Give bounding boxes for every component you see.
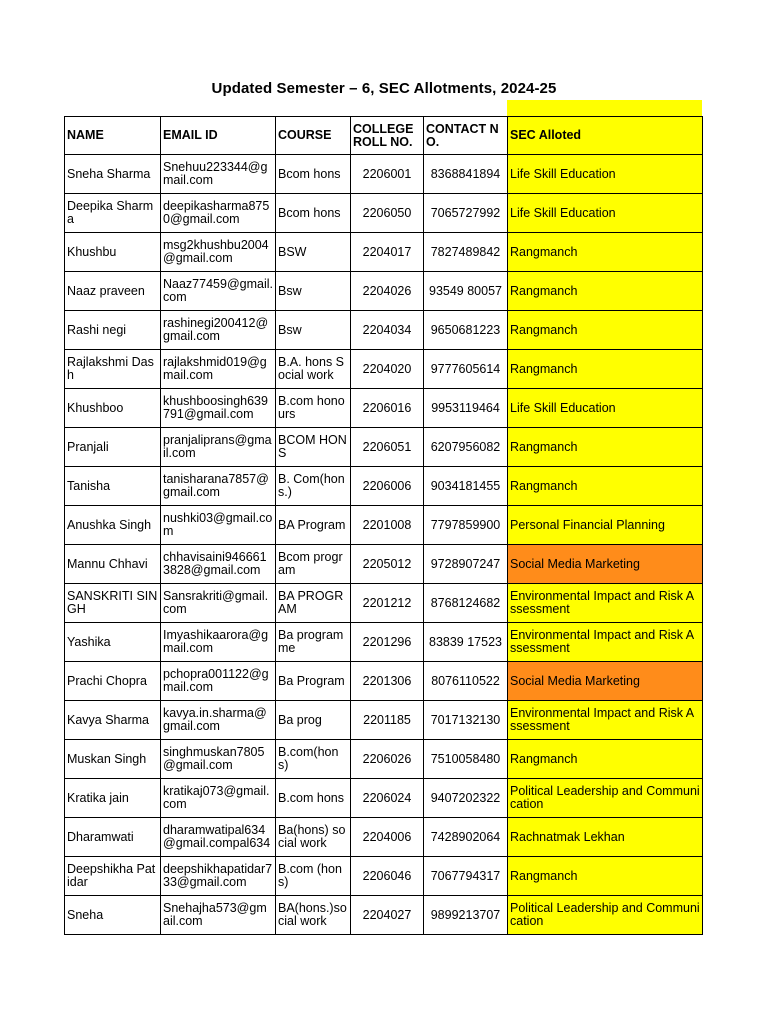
cell-course: Bcom hons bbox=[276, 155, 351, 194]
cell-sec-alloted: Rangmanch bbox=[508, 740, 703, 779]
cell-contact: 9899213707 bbox=[424, 896, 508, 935]
cell-sec-alloted: Life Skill Education bbox=[508, 194, 703, 233]
cell-contact: 8076110522 bbox=[424, 662, 508, 701]
cell-roll-no: 2206050 bbox=[351, 194, 424, 233]
cell-email: Sansrakriti@gmail.com bbox=[161, 584, 276, 623]
table-row bbox=[65, 272, 703, 311]
cell-roll-no: 2204027 bbox=[351, 896, 424, 935]
cell-email: deepikasharma8750@gmail.com bbox=[161, 194, 276, 233]
cell-sec-alloted: Political Leadership and Communication bbox=[508, 779, 703, 818]
cell-roll-no: 2206024 bbox=[351, 779, 424, 818]
allotment-table bbox=[64, 116, 703, 935]
cell-email: msg2khushbu2004@gmail.com bbox=[161, 233, 276, 272]
cell-contact: 9777605614 bbox=[424, 350, 508, 389]
cell-sec-alloted: Environmental Impact and Risk Assessment bbox=[508, 623, 703, 662]
cell-course: BA Program bbox=[276, 506, 351, 545]
cell-roll-no: 2201306 bbox=[351, 662, 424, 701]
cell-name: Tanisha bbox=[65, 467, 161, 506]
cell-name: SANSKRITI SINGH bbox=[65, 584, 161, 623]
header-name: NAME bbox=[65, 117, 161, 155]
table-row bbox=[65, 506, 703, 545]
cell-email: Snehuu223344@gmail.com bbox=[161, 155, 276, 194]
table-row bbox=[65, 623, 703, 662]
cell-contact: 7827489842 bbox=[424, 233, 508, 272]
cell-course: BA(hons.)social work bbox=[276, 896, 351, 935]
cell-name: Kratika jain bbox=[65, 779, 161, 818]
cell-email: nushki03@gmail.com bbox=[161, 506, 276, 545]
cell-course: Bsw bbox=[276, 272, 351, 311]
cell-email: Snehajha573@gmail.com bbox=[161, 896, 276, 935]
cell-course: B. Com(hons.) bbox=[276, 467, 351, 506]
cell-email: kavya.in.sharma@gmail.com bbox=[161, 701, 276, 740]
cell-course: Ba Program bbox=[276, 662, 351, 701]
cell-course: Bcom hons bbox=[276, 194, 351, 233]
cell-roll-no: 2201296 bbox=[351, 623, 424, 662]
table-row bbox=[65, 701, 703, 740]
cell-sec-alloted: Environmental Impact and Risk Assessment bbox=[508, 584, 703, 623]
cell-name: Sneha bbox=[65, 896, 161, 935]
cell-email: pranjaliprans@gmail.com bbox=[161, 428, 276, 467]
cell-course: BCOM HONS bbox=[276, 428, 351, 467]
cell-sec-alloted: Rangmanch bbox=[508, 467, 703, 506]
cell-name: Rajlakshmi Dash bbox=[65, 350, 161, 389]
cell-name: Khushbu bbox=[65, 233, 161, 272]
table-row bbox=[65, 779, 703, 818]
cell-name: Rashi negi bbox=[65, 311, 161, 350]
table-row bbox=[65, 740, 703, 779]
header-email: EMAIL ID bbox=[161, 117, 276, 155]
cell-sec-alloted: Rangmanch bbox=[508, 857, 703, 896]
table-row bbox=[65, 467, 703, 506]
header-row bbox=[65, 117, 703, 155]
cell-name: Sneha Sharma bbox=[65, 155, 161, 194]
cell-name: Deepika Sharma bbox=[65, 194, 161, 233]
cell-contact: 83839 17523 bbox=[424, 623, 508, 662]
table-row bbox=[65, 896, 703, 935]
sec-column-highlight-strip bbox=[507, 100, 702, 117]
cell-sec-alloted: Rangmanch bbox=[508, 428, 703, 467]
cell-contact: 9407202322 bbox=[424, 779, 508, 818]
cell-contact: 8368841894 bbox=[424, 155, 508, 194]
table-row bbox=[65, 350, 703, 389]
cell-course: B.com honours bbox=[276, 389, 351, 428]
cell-sec-alloted: Rangmanch bbox=[508, 233, 703, 272]
cell-email: khushboosingh639791@gmail.com bbox=[161, 389, 276, 428]
cell-sec-alloted: Political Leadership and Communication bbox=[508, 896, 703, 935]
cell-contact: 9650681223 bbox=[424, 311, 508, 350]
cell-roll-no: 2204034 bbox=[351, 311, 424, 350]
header-roll: COLLEGE ROLL NO. bbox=[351, 117, 424, 155]
cell-sec-alloted: Life Skill Education bbox=[508, 155, 703, 194]
cell-sec-alloted: Rangmanch bbox=[508, 311, 703, 350]
cell-email: kratikaj073@gmail.com bbox=[161, 779, 276, 818]
cell-name: Khushboo bbox=[65, 389, 161, 428]
table-row bbox=[65, 857, 703, 896]
cell-roll-no: 2206026 bbox=[351, 740, 424, 779]
cell-name: Naaz praveen bbox=[65, 272, 161, 311]
cell-contact: 7017132130 bbox=[424, 701, 508, 740]
cell-contact: 9034181455 bbox=[424, 467, 508, 506]
cell-course: B.com (hons) bbox=[276, 857, 351, 896]
table-row bbox=[65, 233, 703, 272]
table-body bbox=[65, 155, 703, 935]
cell-name: Anushka Singh bbox=[65, 506, 161, 545]
header-course: COURSE bbox=[276, 117, 351, 155]
cell-roll-no: 2201212 bbox=[351, 584, 424, 623]
cell-course: B.A. hons Social work bbox=[276, 350, 351, 389]
cell-name: Pranjali bbox=[65, 428, 161, 467]
cell-email: Naaz77459@gmail.com bbox=[161, 272, 276, 311]
cell-roll-no: 2201008 bbox=[351, 506, 424, 545]
cell-sec-alloted: Environmental Impact and Risk Assessment bbox=[508, 701, 703, 740]
table-row bbox=[65, 662, 703, 701]
cell-course: Ba programme bbox=[276, 623, 351, 662]
cell-roll-no: 2206016 bbox=[351, 389, 424, 428]
table-row bbox=[65, 584, 703, 623]
cell-email: singhmuskan7805@gmail.com bbox=[161, 740, 276, 779]
cell-course: BSW bbox=[276, 233, 351, 272]
cell-roll-no: 2204006 bbox=[351, 818, 424, 857]
cell-contact: 7067794317 bbox=[424, 857, 508, 896]
cell-course: BA PROGRAM bbox=[276, 584, 351, 623]
cell-sec-alloted: Life Skill Education bbox=[508, 389, 703, 428]
cell-name: Prachi Chopra bbox=[65, 662, 161, 701]
cell-contact: 9953119464 bbox=[424, 389, 508, 428]
cell-course: Bcom program bbox=[276, 545, 351, 584]
cell-name: Yashika bbox=[65, 623, 161, 662]
table-row bbox=[65, 311, 703, 350]
table-row bbox=[65, 389, 703, 428]
cell-email: deepshikhapatidar733@gmail.com bbox=[161, 857, 276, 896]
cell-sec-alloted: Social Media Marketing bbox=[508, 662, 703, 701]
cell-sec-alloted: Personal Financial Planning bbox=[508, 506, 703, 545]
cell-roll-no: 2206046 bbox=[351, 857, 424, 896]
cell-contact: 7428902064 bbox=[424, 818, 508, 857]
cell-name: Mannu Chhavi bbox=[65, 545, 161, 584]
cell-contact: 9728907247 bbox=[424, 545, 508, 584]
cell-contact: 8768124682 bbox=[424, 584, 508, 623]
cell-course: Bsw bbox=[276, 311, 351, 350]
cell-roll-no: 2204020 bbox=[351, 350, 424, 389]
cell-contact: 7065727992 bbox=[424, 194, 508, 233]
header-sec: SEC Alloted bbox=[508, 117, 703, 155]
cell-roll-no: 2206051 bbox=[351, 428, 424, 467]
cell-contact: 6207956082 bbox=[424, 428, 508, 467]
cell-roll-no: 2204026 bbox=[351, 272, 424, 311]
table-row bbox=[65, 194, 703, 233]
cell-sec-alloted: Social Media Marketing bbox=[508, 545, 703, 584]
cell-course: B.com hons bbox=[276, 779, 351, 818]
cell-email: tanisharana7857@gmail.com bbox=[161, 467, 276, 506]
cell-course: B.com(hons) bbox=[276, 740, 351, 779]
table-row bbox=[65, 545, 703, 584]
cell-email: dharamwatipal634@gmail.compal634 bbox=[161, 818, 276, 857]
cell-email: chhavisaini9466613828@gmail.com bbox=[161, 545, 276, 584]
cell-name: Muskan Singh bbox=[65, 740, 161, 779]
table-row bbox=[65, 818, 703, 857]
header-contact: CONTACT NO. bbox=[424, 117, 508, 155]
cell-sec-alloted: Rangmanch bbox=[508, 272, 703, 311]
cell-roll-no: 2201185 bbox=[351, 701, 424, 740]
cell-name: Deepshikha Patidar bbox=[65, 857, 161, 896]
cell-email: rajlakshmid019@gmail.com bbox=[161, 350, 276, 389]
cell-roll-no: 2206006 bbox=[351, 467, 424, 506]
cell-contact: 93549 80057 bbox=[424, 272, 508, 311]
cell-email: pchopra001122@gmail.com bbox=[161, 662, 276, 701]
cell-name: Dharamwati bbox=[65, 818, 161, 857]
cell-name: Kavya Sharma bbox=[65, 701, 161, 740]
cell-course: Ba(hons) social work bbox=[276, 818, 351, 857]
cell-contact: 7797859900 bbox=[424, 506, 508, 545]
cell-email: Imyashikaarora@gmail.com bbox=[161, 623, 276, 662]
cell-email: rashinegi200412@gmail.com bbox=[161, 311, 276, 350]
cell-roll-no: 2206001 bbox=[351, 155, 424, 194]
cell-course: Ba prog bbox=[276, 701, 351, 740]
table-row bbox=[65, 428, 703, 467]
page-title: Updated Semester – 6, SEC Allotments, 2024-25 bbox=[211, 80, 557, 97]
cell-contact: 7510058480 bbox=[424, 740, 508, 779]
cell-sec-alloted: Rachnatmak Lekhan bbox=[508, 818, 703, 857]
cell-sec-alloted: Rangmanch bbox=[508, 350, 703, 389]
cell-roll-no: 2204017 bbox=[351, 233, 424, 272]
cell-roll-no: 2205012 bbox=[351, 545, 424, 584]
table-row bbox=[65, 155, 703, 194]
